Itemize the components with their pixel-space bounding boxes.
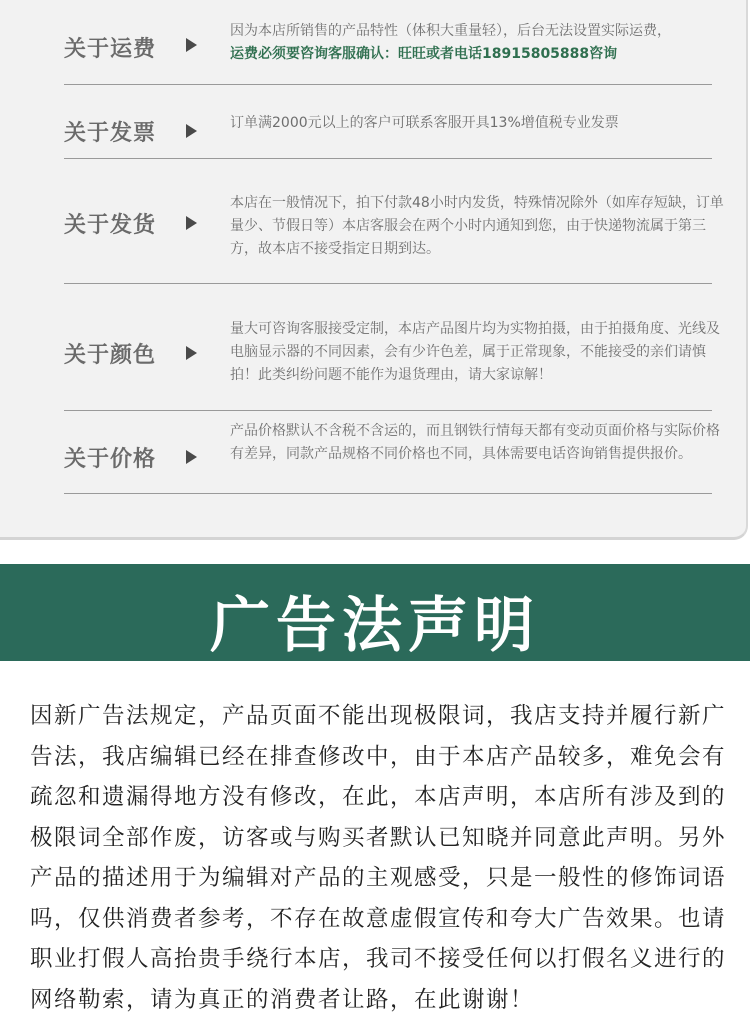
ad-law-banner	[0, 564, 750, 661]
policy-text	[230, 20, 726, 66]
policy-text-highlight: 运费必须要咨询客服确认：旺旺或者电话18915805888咨询	[230, 46, 618, 62]
play-arrow-icon	[186, 216, 197, 230]
play-arrow-icon	[186, 450, 197, 464]
policy-title: 关于颜色	[64, 343, 157, 368]
play-arrow-icon	[186, 38, 197, 52]
policy-text: 订单满2000元以上的客户可联系客服开具13%增值税专业发票	[230, 115, 619, 131]
policy-text-body: 因为本店所销售的产品特性（体积大重量轻），后台无法设置实际运费，	[230, 23, 671, 39]
divider	[64, 283, 712, 284]
policy-title: 关于发票	[64, 121, 157, 146]
divider	[64, 158, 712, 159]
policy-title: 关于运费	[64, 37, 157, 62]
policy-title: 关于发货	[64, 213, 157, 238]
policy-text: 产品价格默认不含税不含运的，而且钢铁行情每天都有变动页面价格与实际价格有差异，同款产品规格不同价格也不同，具体需要电话咨询销售提供报价。	[230, 423, 720, 462]
policy-title: 关于价格	[64, 447, 157, 472]
policy-text: 量大可咨询客服接受定制，本店产品图片均为实物拍摄，由于拍摄角度、光线及电脑显示器的不同因素，会有少许色差，属于正常现象，不能接受的亲们请慎拍！此类纠纷问题不能作为退货理由，请大家谅解！	[230, 321, 720, 383]
banner-title: 广告法声明	[210, 591, 540, 661]
ad-law-statement: 因新广告法规定，产品页面不能出现极限词，我店支持并履行新广告法，我店编辑已经在排查修改中，由于本店产品较多，难免会有疏忽和遗漏得地方没有修改，在此，本店声明，本店所有涉及到的极限词全部作废，访客或与购买者默认已知晓并同意此声明。另外产品的描述用于为编辑对产品的主观感受，只是一般性的修饰词语吗，仅供消费者参考，不存在故意虚假宣传和夸大广告效果。也请职业打假人高抬贵手绕行本店，我司不接受任何以打假名义进行的网络勒索，请为真正的消费者让路，在此谢谢！	[30, 703, 727, 1013]
divider	[64, 84, 712, 85]
divider	[64, 493, 712, 494]
play-arrow-icon	[186, 346, 197, 360]
divider	[64, 410, 712, 411]
policy-text: 本店在一般情况下，拍下付款48小时内发货，特殊情况除外（如库存短缺，订单量少、节假日等）本店客服会在两个小时内通知到您，由于快递物流属于第三方，故本店不接受指定日期到达。	[230, 195, 724, 257]
play-arrow-icon	[186, 124, 197, 138]
